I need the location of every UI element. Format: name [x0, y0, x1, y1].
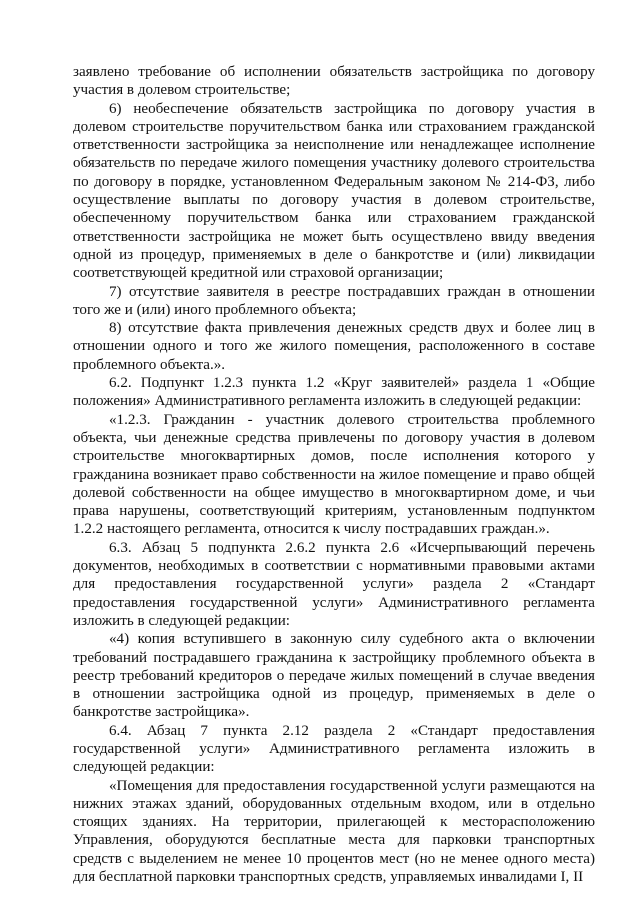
paragraph-6-2: 6.2. Подпункт 1.2.3 пункта 1.2 «Круг заявителей» раздела 1 «Общие положения» Административного регламента изложить в следующей редакции:: [73, 375, 595, 410]
paragraph-1-2-3-quote: «1.2.3. Гражданин - участник долевого строительства проблемного объекта, чьи денежные средства привлечены по договору участия в долевом строительстве многоквартирных домов, после исполнения которого у гражданина возникает право собственности на жилое помещение и право общей долевой собственности на общее имущество в многоквартирном доме, и чьи права нарушены, соответствующий критериям, установленным подпунктом 1.2.2 настоящего регламента, относится к числу пострадавших граждан.».: [73, 411, 595, 538]
paragraph-item-4-quote: «4) копия вступившего в законную силу судебного акта о включении требований пострадавшего гражданина к застройщику проблемного объекта в реестр требований кредиторов о передаче жилых помещений в случае введения в отношении застройщика одной из процедур, применяемых в деле о банкротстве застройщика».: [73, 631, 595, 721]
document-text: [73, 63, 595, 886]
paragraph-6-4: 6.4. Абзац 7 пункта 2.12 раздела 2 «Стандарт предоставления государственной услуги» Административного регламента изложить в следующей редакции:: [73, 722, 595, 776]
paragraph-item-6: 6) необеспечение обязательств застройщика по договору участия в долевом строительстве поручительством банка или страхованием гражданской ответственности застройщика за неисполнение или ненадлежащее исполнение обязательств по передаче жилого помещения участнику долевого строительства по договору в порядке, установленном Федеральным законом № 214-ФЗ, либо осуществление выплаты по договору участия в долевом строительстве, обеспеченному поручительством банка или страхованием гражданской ответственности застройщика не может быть осуществлено ввиду введения одной из процедур, применяемых в деле о банкротстве и (или) ликвидации соответствующей кредитной или страховой организации;: [73, 100, 595, 282]
paragraph-6-3: 6.3. Абзац 5 подпункта 2.6.2 пункта 2.6 «Исчерпывающий перечень документов, необходимых в соответствии с нормативными правовыми актами для предоставления государственной услуги» раздела 2 «Стандарт предоставления государственной услуги» Административного регламента изложить в следующей редакции:: [73, 539, 595, 629]
paragraph-item-8: 8) отсутствие факта привлечения денежных средств двух и более лиц в отношении одного и того же жилого помещения, расположенного в составе проблемного объекта.».: [73, 320, 595, 373]
paragraph-premises-quote: «Помещения для предоставления государственной услуги размещаются на нижних этажах зданий, оборудованных отдельным входом, или в отдельно стоящих зданиях. На территории, прилегающей к месторасположению Управления, оборудуются бесплатные места для парковки транспортных средств с выделением не менее 10 процентов мест (но не менее одного места) для бесплатной парковки транспортных средств, управляемых инвалидами I, II: [73, 777, 595, 886]
paragraph-item-7: 7) отсутствие заявителя в реестре пострадавших граждан в отношении того же и (или) иного проблемного объекта;: [73, 283, 595, 318]
paragraph-continuation: заявлено требование об исполнении обязательств застройщика по договору участия в долевом строительстве;: [73, 64, 595, 99]
